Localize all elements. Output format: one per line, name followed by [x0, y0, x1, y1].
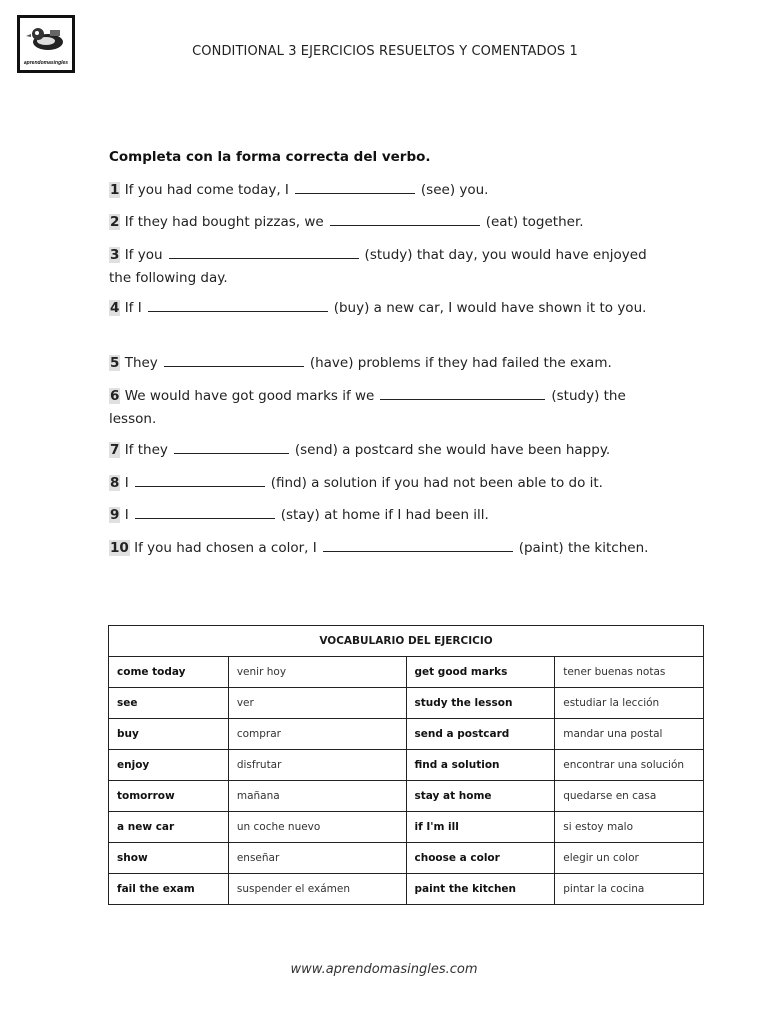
- vocabulary-row: [109, 874, 704, 905]
- vocabulary-spanish: enseñar: [228, 843, 406, 874]
- exercise-text-after: (send) a postcard she would have been happy.: [294, 442, 611, 458]
- vocabulary-row: [109, 812, 704, 843]
- exercise-text-after: (eat) together.: [485, 214, 584, 230]
- vocabulary-row: [109, 719, 704, 750]
- vocabulary-spanish: ver: [228, 688, 406, 719]
- vocabulary-english: find a solution: [406, 750, 555, 781]
- vocabulary-header: VOCABULARIO DEL EJERCICIO: [109, 626, 704, 657]
- exercise-text-after: (see) you.: [420, 182, 489, 198]
- logo-text: aprendomasingles: [23, 60, 69, 66]
- answer-blank[interactable]: [380, 385, 545, 400]
- exercise-text-after: (buy) a new car, I would have shown it to you.: [333, 300, 647, 316]
- exercise-number: 10: [110, 540, 129, 556]
- vocabulary-spanish: disfrutar: [228, 750, 406, 781]
- exercise-text-before: I: [124, 475, 129, 491]
- exercise-item: [109, 297, 669, 320]
- vocabulary-spanish: suspender el exámen: [228, 874, 406, 905]
- exercise-number: 5: [110, 355, 120, 371]
- vocabulary-spanish: mañana: [228, 781, 406, 812]
- exercise-text-after: (have) problems if they had failed the exam.: [309, 355, 612, 371]
- exercise-text-before: We would have got good marks if we: [124, 388, 375, 404]
- bird-mascot-icon: [26, 24, 66, 54]
- vocabulary-english: a new car: [109, 812, 229, 843]
- exercise-text-after: (find) a solution if you had not been able to do it.: [270, 475, 603, 491]
- exercise-item: [109, 504, 669, 527]
- exercise-item: [109, 179, 669, 202]
- exercise-number: 7: [110, 442, 120, 458]
- exercise-item: [109, 439, 669, 462]
- vocabulary-spanish: quedarse en casa: [555, 781, 704, 812]
- exercise-number: 6: [110, 388, 120, 404]
- answer-blank[interactable]: [135, 472, 265, 487]
- exercise-text-before: If I: [124, 300, 142, 316]
- exercise-item: [109, 211, 669, 234]
- exercise-number: 9: [110, 507, 120, 523]
- vocabulary-english: get good marks: [406, 657, 555, 688]
- vocabulary-spanish: estudiar la lección: [555, 688, 704, 719]
- answer-blank[interactable]: [169, 244, 359, 259]
- vocabulary-row: [109, 657, 704, 688]
- exercise-item: [109, 244, 669, 290]
- vocabulary-spanish: mandar una postal: [555, 719, 704, 750]
- exercise-number: 1: [110, 182, 120, 198]
- document-title: CONDITIONAL 3 EJERCICIOS RESUELTOS Y COMENTADOS 1: [192, 44, 578, 59]
- vocabulary-english: study the lesson: [406, 688, 555, 719]
- exercise-item: [109, 472, 669, 495]
- footer-url: www.aprendomasingles.com: [290, 962, 478, 977]
- vocabulary-english: send a postcard: [406, 719, 555, 750]
- exercise-text-after: (stay) at home if I had been ill.: [280, 507, 489, 523]
- exercise-text-after: (study) the lesson.: [109, 388, 626, 427]
- vocabulary-english: enjoy: [109, 750, 229, 781]
- answer-blank[interactable]: [295, 179, 415, 194]
- exercise-text-before: They: [124, 355, 158, 371]
- vocabulary-english: stay at home: [406, 781, 555, 812]
- vocabulary-spanish: tener buenas notas: [555, 657, 704, 688]
- exercise-text-after: (paint) the kitchen.: [518, 540, 649, 556]
- vocabulary-table: [108, 625, 704, 905]
- exercise-number: 2: [110, 214, 120, 230]
- logo: [17, 15, 75, 73]
- vocabulary-spanish: si estoy malo: [555, 812, 704, 843]
- exercise-text-after: (study) that day, you would have enjoyed the following day.: [109, 247, 647, 286]
- vocabulary-row: [109, 843, 704, 874]
- exercise-text-before: If you had chosen a color, I: [134, 540, 317, 556]
- answer-blank[interactable]: [174, 439, 289, 454]
- exercise-text-before: I: [124, 507, 129, 523]
- vocabulary-row: [109, 750, 704, 781]
- exercise-item: [109, 352, 669, 375]
- exercise-text-before: If you had come today, I: [124, 182, 289, 198]
- vocabulary-english: see: [109, 688, 229, 719]
- vocabulary-english: choose a color: [406, 843, 555, 874]
- vocabulary-row: [109, 688, 704, 719]
- answer-blank[interactable]: [323, 537, 513, 552]
- exercise-text-before: If they had bought pizzas, we: [124, 214, 324, 230]
- exercise-text-before: If you: [124, 247, 163, 263]
- vocabulary-spanish: encontrar una solución: [555, 750, 704, 781]
- vocabulary-english: tomorrow: [109, 781, 229, 812]
- instruction: Completa con la forma correcta del verbo.: [109, 149, 431, 165]
- vocabulary-english: paint the kitchen: [406, 874, 555, 905]
- vocabulary-english: buy: [109, 719, 229, 750]
- exercise-text-before: If they: [124, 442, 168, 458]
- vocabulary-spanish: comprar: [228, 719, 406, 750]
- vocabulary-english: if I'm ill: [406, 812, 555, 843]
- vocabulary-english: fail the exam: [109, 874, 229, 905]
- vocabulary-row: [109, 781, 704, 812]
- exercise-number: 8: [110, 475, 120, 491]
- exercise-number: 4: [110, 300, 120, 316]
- vocabulary-spanish: venir hoy: [228, 657, 406, 688]
- exercise-item: [109, 537, 669, 560]
- exercise-number: 3: [110, 247, 120, 263]
- answer-blank[interactable]: [135, 504, 275, 519]
- answer-blank[interactable]: [330, 211, 480, 226]
- answer-blank[interactable]: [148, 297, 328, 312]
- vocabulary-spanish: un coche nuevo: [228, 812, 406, 843]
- vocabulary-spanish: elegir un color: [555, 843, 704, 874]
- exercise-item: [109, 385, 669, 431]
- vocabulary-english: show: [109, 843, 229, 874]
- vocabulary-spanish: pintar la cocina: [555, 874, 704, 905]
- vocabulary-english: come today: [109, 657, 229, 688]
- answer-blank[interactable]: [164, 352, 304, 367]
